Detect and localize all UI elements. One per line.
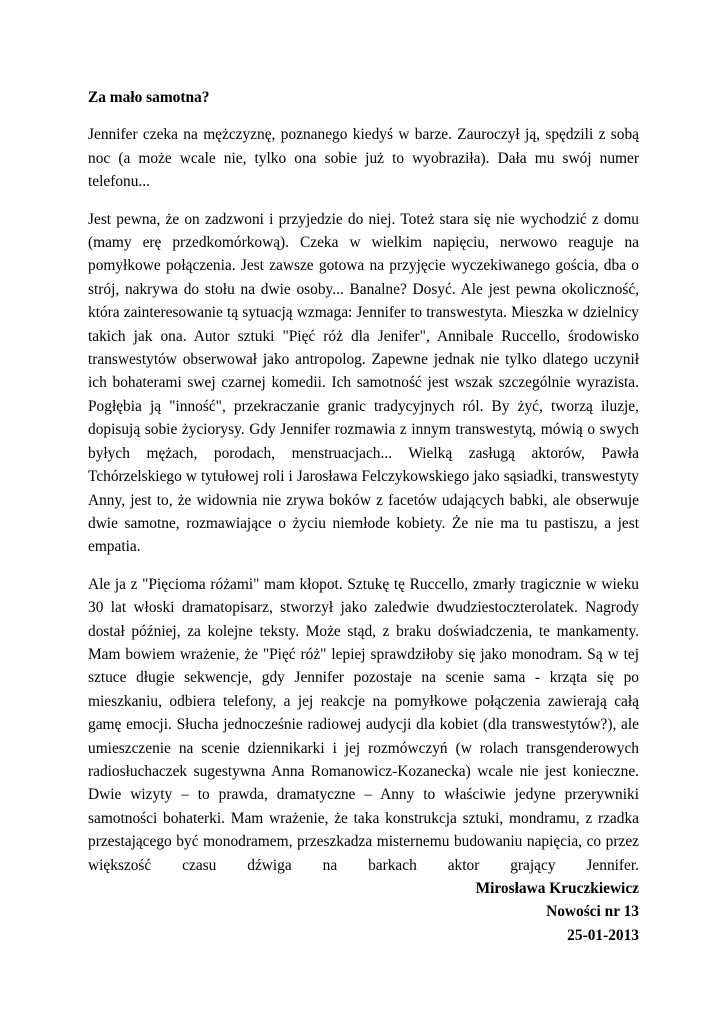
paragraph-3: Ale ja z "Pięcioma różami" mam kłopot. Sztukę tę Ruccello, zmarły tragicznie w wieku 30 lat włoski dramatopisarz, stworzył jako zaledwie dwudziestoczterolatek. Nagrody dostał później, za kolejne teksty. Może stąd, z braku doświadczenia, te mankamenty. Mam bowiem wrażenie, że "Pięć róż" lepiej sprawdziłoby się jako monodram. Są w tej sztuce długie sekwencje, gdy Jennifer pozostaje na scenie sama - krząta się po mieszkaniu, odbiera telefony, a jej reakcje na pomyłkowe połączenia zawierają całą gamę emocji. Słucha jednocześnie radiowej audycji dla kobiet (dla transwestytów?), ale umieszczenie na scenie dziennikarki i jej rozmówczyń (w rolach transgenderowych radiosłuchaczek sugestywna Anna Romanowicz-Kozanecka) wcale nie jest konieczne. Dwie wizyty – to prawda, dramatyczne – Anny to właściwie jedyne przerywniki samotności bohaterki. Mam wrażenie, że taka konstrukcja sztuki, mondramu, z rzadka przestającego być monodramem, przeszkadza misternemu budowaniu napięcia, co przez większość czasu dźwiga na barkach aktor grający Jennifer.: [88, 575, 639, 874]
paragraph-2: Jest pewna, że on zadzwoni i przyjedzie do niej. Toteż stara się nie wychodzić z domu (mamy erę przedkomórkową). Czeka w wielkim napięciu, nerwowo reaguje na pomyłkowe połączenia. Jest zawsze gotowa na przyjęcie wyczekiwanego gościa, dba o strój, nakrywa do stołu na dwie osoby... Banalne? Dosyć. Ale jest pewna okoliczność, która zainteresowanie tą sytuacją wzmaga: Jennifer to transwestyta. Mieszka w dzielnicy takich jak ona. Autor sztuki "Pięć róż dla Jenifer", Annibale Ruccello, środowisko transwestytów obserwował jako antropolog. Zapewne jednak nie tylko dlatego uczynił ich bohaterami swej czarnej komedii. Ich samotność jest wszak szczególnie wyrazista. Pogłębia ją "inność", przekraczanie granic tradycyjnych ról. By żyć, tworzą iluzje, dopisują sobie życiorysy. Gdy Jennifer rozmawia z innym transwestytą, mówią o swych byłych mężach, porodach, menstruacjach... Wielką zasługą aktorów, Pawła Tchórzelskiego w tytułowej roli i Jarosława Felczykowskiego jako sąsiadki, transwestyty Anny, jest to, że widownia nie zrywa boków z facetów udających babki, ale obserwuje dwie samotne, rozmawiające o życiu niemłode kobiety. Że nie ma tu pastiszu, a jest empatia.: [88, 210, 639, 556]
paragraph-1: Jennifer czeka na mężczyznę, poznanego kiedyś w barze. Zauroczył ją, spędzili z sobą noc (a może wcale nie, tylko ona sobie już to wyobraziła). Dała mu swój numer telefonu...: [88, 126, 639, 191]
document-page: [88, 86, 639, 947]
author-name: Mirosława Kruczkiewicz: [475, 880, 639, 897]
publication-name: Nowości nr 13: [546, 903, 639, 921]
article-title: Za mało samotna?: [88, 89, 210, 106]
publication-date: 25-01-2013: [567, 926, 639, 944]
